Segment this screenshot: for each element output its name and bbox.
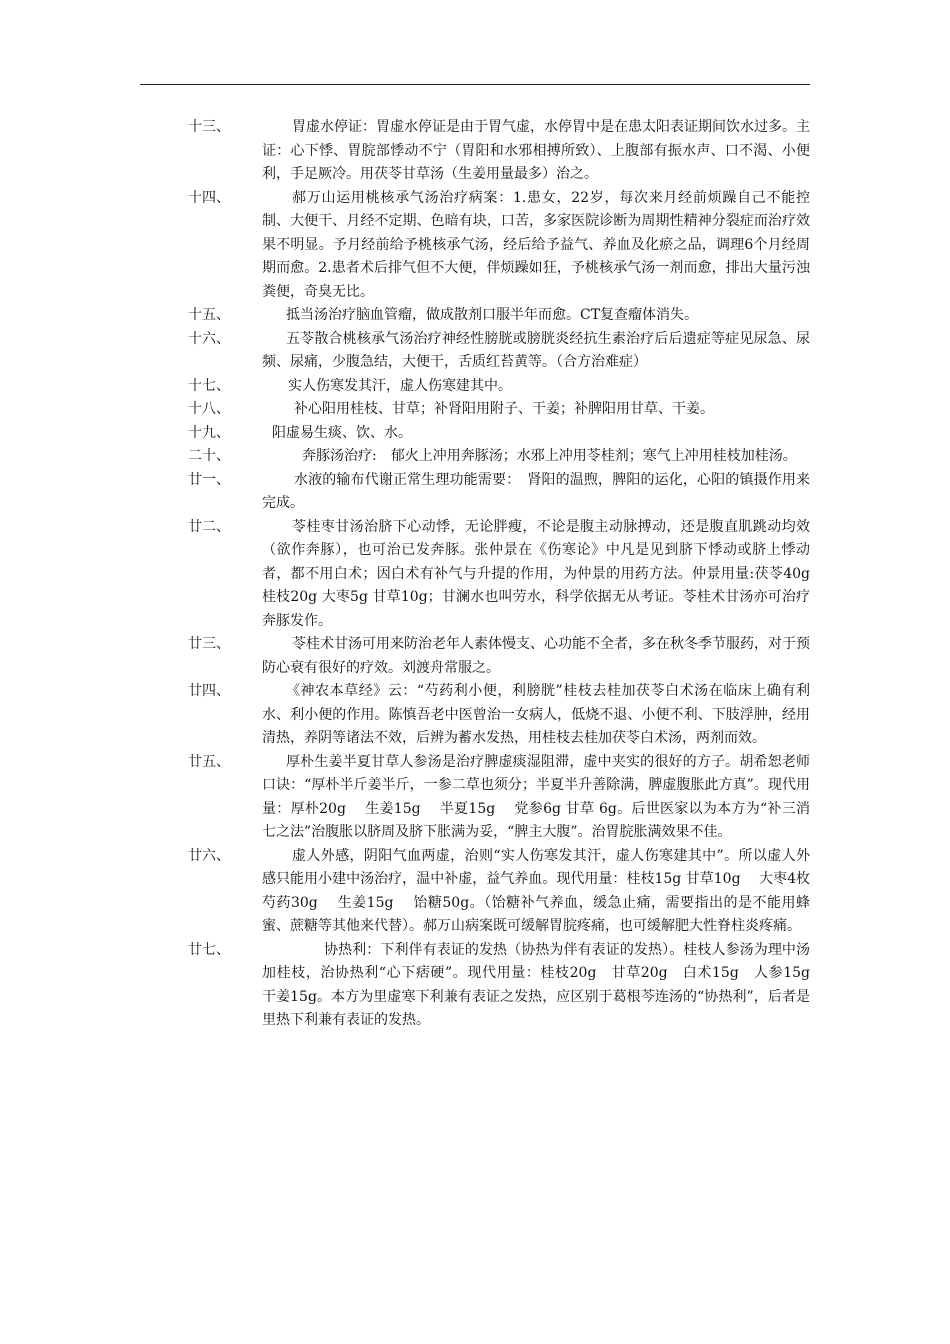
item-text: 苓桂枣甘汤治脐下心动悸，无论胖瘦，不论是腹主动脉搏动，还是腹直肌跳动均效（欲作奔豚），也可治已发奔豚。张仲景在《伤寒论》中凡是见到脐下悸动或脐上悸动者，都不用白术；因白术有补气与升提的作用，为仲景的用药方法。仲景用量:茯苓40g 桂枝20g 大枣5g 甘草10g；甘澜水也叫劳水，科学依据无从考证。苓桂术甘汤亦可治疗奔豚发作。 xyxy=(262,518,810,629)
item-text: 《神农本草经》云：“芍药利小便，利膀胱”桂枝去桂加茯苓白术汤在临床上确有利水、利小便的作用。陈慎吾老中医曾治一女病人，低烧不退、小便不利、下肢浮肿，经用清热，养阴等诸法不效，后辨为蓄水发热，用桂枝去桂加茯苓白术汤，两剂而效。 xyxy=(262,683,810,746)
item-text: 苓桂术甘汤可用来防治老年人素体慢支、心功能不全者，多在秋冬季节服药，对于预防心衰有很好的疗效。刘渡舟常服之。 xyxy=(262,636,810,676)
item-text: 郝万山运用桃核承气汤治疗病案：1.患女，22岁，每次来月经前烦躁自己不能控制、大便干、月经不定期、色暗有块，口苦，多家医院诊断为周期性精神分裂症而治疗效果不明显。予月经前给予桃核承气汤，经后给予益气、养血及化瘀之品，调理6个月经周期而愈。2.患者术后排气但不大便，伴烦躁如狂，予桃核承气汤一剂而愈，排出大量污浊粪便，奇臭无比。 xyxy=(262,189,810,300)
item-number: 十八、 xyxy=(188,401,230,417)
item-text: 补心阳用桂枝、甘草；补肾阳用附子、干姜；补脾阳用甘草、干姜。 xyxy=(294,401,714,417)
list-item xyxy=(0,304,950,328)
item-number: 十九、 xyxy=(188,424,230,441)
list-item xyxy=(0,939,950,1033)
item-text: 五苓散合桃核承气汤治疗神经性膀胱或膀胱炎经抗生素治疗后后遗症等症见尿急、尿频、尿痛，少腹急结，大便干，舌质红苔黄等。（合方治难症） xyxy=(262,330,810,370)
item-number: 廿六、 xyxy=(188,847,230,864)
list-item xyxy=(0,680,950,751)
header-rule xyxy=(140,84,810,85)
list-item xyxy=(0,116,950,187)
list-item xyxy=(0,187,950,305)
list-item xyxy=(0,516,950,634)
list-item xyxy=(0,328,950,375)
list-item xyxy=(0,375,950,399)
list-item xyxy=(0,469,950,516)
item-text: 水液的输布代谢正常生理功能需要： 肾阳的温煦，脾阳的运化，心阳的镇摄作用来完成。 xyxy=(262,471,810,511)
item-number: 十七、 xyxy=(188,377,230,394)
list-item xyxy=(0,398,950,422)
item-number: 二十、 xyxy=(188,448,230,464)
item-text: 奔豚汤治疗: 郁火上冲用奔豚汤；水邪上冲用苓桂剂；寒气上冲用桂枝加桂汤。 xyxy=(302,448,797,464)
item-number: 廿五、 xyxy=(188,753,230,770)
item-text: 阳虚易生痰、饮、水。 xyxy=(272,424,412,441)
list-item xyxy=(0,445,950,469)
item-text: 厚朴生姜半夏甘草人参汤是治疗脾虚痰湿阻滞，虚中夹实的很好的方子。胡希恕老师口诀：“厚朴半斤姜半斤，一参二草也须分；半夏半升善除满，脾虚腹胀此方真”。现代用量：厚朴20g 生姜15g 半夏15g 党参6g 甘草 6g。后世医家以为本方为“补三消七之法”治腹胀以脐周及脐下胀满为妥，“脾主大腹”。治胃脘胀满效果不佳。 xyxy=(262,753,810,840)
item-text: 抵当汤治疗脑血管瘤，做成散剂口服半年而愈。CT复查瘤体消失。 xyxy=(286,307,699,323)
item-number: 十三、 xyxy=(188,119,230,135)
document-body xyxy=(0,116,950,1033)
item-text: 协热利：下利伴有表证的发热（协热为伴有表证的发热）。桂枝人参汤为理中汤加桂枝，治协热利“心下痞硬”。现代用量：桂枝20g 甘草20g 白术15g 人参15g 干姜15g。本方为里虚寒下利兼有表证之发热，应区别于葛根芩连汤的“协热利”，后者是里热下利兼有表证的发热。 xyxy=(262,941,824,1028)
item-number: 廿七、 xyxy=(188,941,230,958)
item-text: 胃虚水停证：胃虚水停证是由于胃气虚，水停胃中是在患太阳表证期间饮水过多。主证：心下悸、胃脘部悸动不宁（胃阳和水邪相搏所致）、上腹部有振水声、口不渴、小便利，手足厥冷。用茯苓甘草汤（生姜用量最多）治之。 xyxy=(262,119,810,182)
item-number: 廿三、 xyxy=(188,636,230,652)
list-item xyxy=(0,845,950,939)
item-text: 虚人外感，阴阳气血两虚，治则“实人伤寒发其汗，虚人伤寒建其中”。所以虚人外感只能用小建中汤治疗，温中补虚，益气养血。现代用量：桂枝15g 甘草10g 大枣4枚 芍药30g 生姜15g 饴糖50g。（饴糖补气养血，缓急止痛，需要指出的是不能用蜂蜜、蔗糖等其他来代替）。郝万山病案既可缓解胃脘疼痛，也可缓解肥大性脊柱炎疼痛。 xyxy=(262,847,829,934)
item-number: 廿四、 xyxy=(188,683,230,699)
item-number: 十六、 xyxy=(188,330,230,347)
item-number: 十四、 xyxy=(188,189,230,206)
item-number: 十五、 xyxy=(188,307,230,323)
item-number: 廿二、 xyxy=(188,518,230,535)
item-number: 廿一、 xyxy=(188,471,230,488)
item-text: 实人伤寒发其汗，虚人伤寒建其中。 xyxy=(288,377,512,394)
list-item xyxy=(0,422,950,446)
list-item xyxy=(0,633,950,680)
list-item xyxy=(0,751,950,845)
